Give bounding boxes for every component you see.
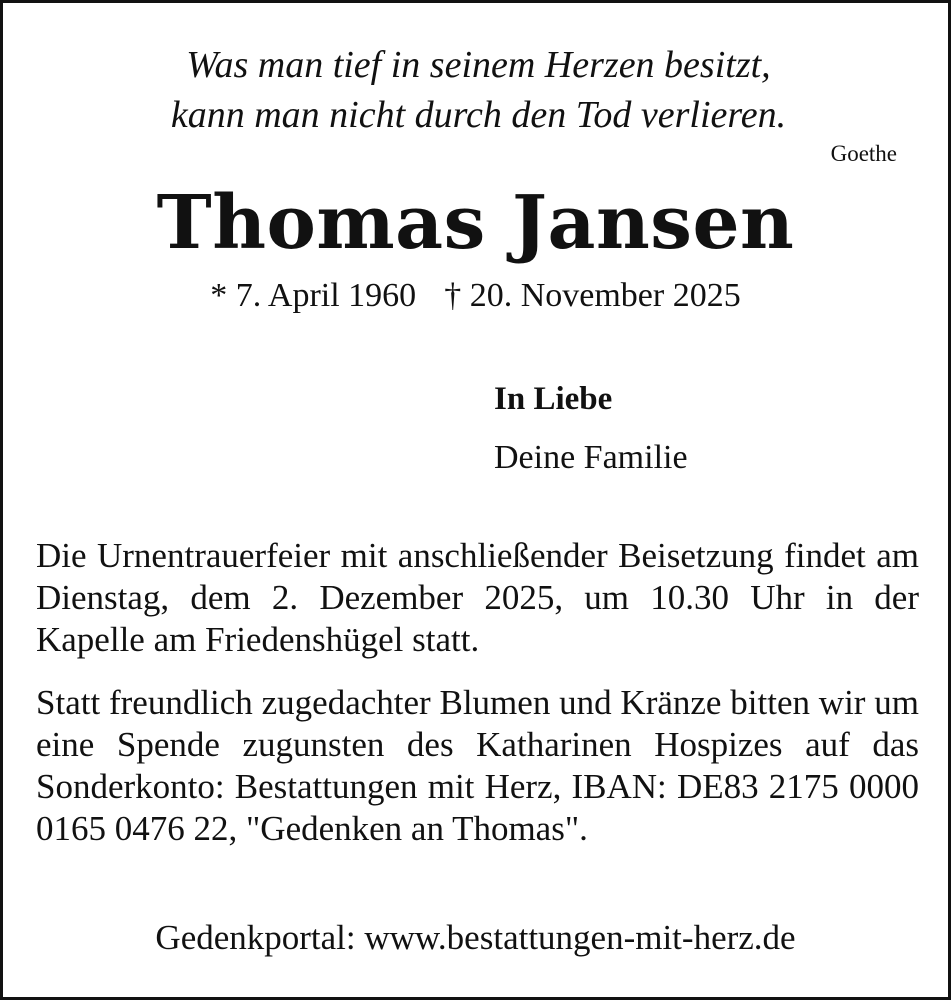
quote-author: Goethe — [830, 141, 897, 166]
donation-paragraph: Statt freundlich zugedachter Blumen und Kränze bitten wir um eine Spende zugunsten des Katharinen Hospizes auf das Sonderkonto: Bestattungen mit Herz, IBAN: DE83 2175 0000 0165 0476 22, "Gedenken an Thomas". — [36, 683, 919, 848]
signature-family: Deine Familie — [494, 439, 688, 476]
birth-date: * 7. April 1960 — [210, 277, 417, 314]
deceased-name: Thomas Jansen — [156, 180, 795, 266]
life-dates — [3, 275, 948, 317]
quote-line-2: kann man nicht durch den Tod verlieren. — [170, 94, 787, 136]
memorial-portal-link: Gedenkportal: www.bestattungen-mit-herz.de — [155, 918, 796, 957]
death-date: † 20. November 2025 — [444, 277, 741, 314]
ceremony-paragraph: Die Urnentrauerfeier mit anschließender Beisetzung findet am Dienstag, dem 2. Dezember 2025, um 10.30 Uhr in der Kapelle am Friedenshügel statt. — [36, 536, 919, 659]
quote-line-1: Was man tief in seinem Herzen besitzt, — [186, 44, 771, 86]
signature-greeting: In Liebe — [494, 381, 613, 417]
